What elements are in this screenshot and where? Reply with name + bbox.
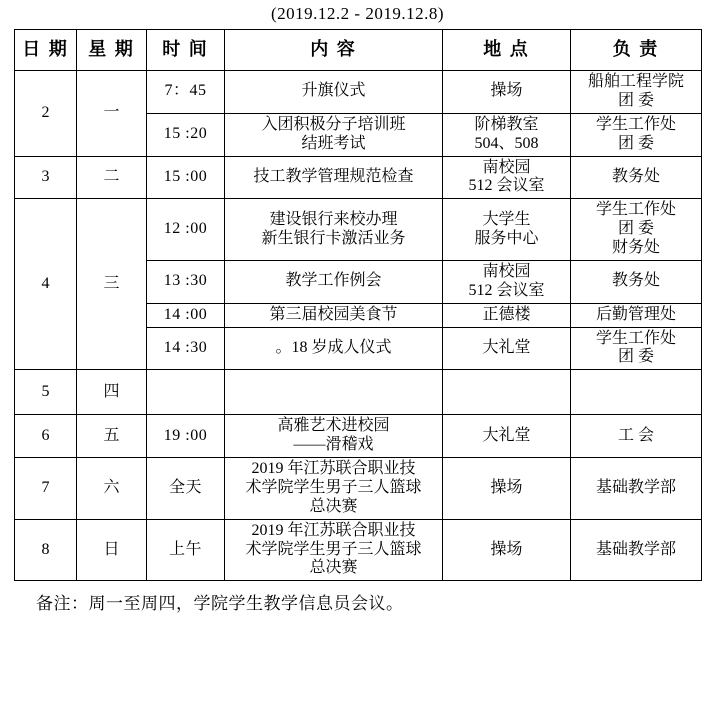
resp-line: 教务处 (611, 272, 660, 290)
cell-place (443, 156, 571, 199)
content-line: 术学院学生男子三人篮球 (245, 540, 422, 558)
content-line: 新生银行卡激活业务 (261, 229, 406, 247)
cell-date: 7 (15, 458, 77, 520)
place-line: 大学生 (482, 210, 531, 228)
content-line: 第三届校园美食节 (269, 305, 398, 323)
column-header-place: 地 点 (443, 30, 571, 71)
cell-time: 全天 (147, 458, 225, 520)
table-header (15, 30, 702, 71)
cell-responsible (571, 519, 702, 581)
cell-time: 15 :00 (147, 156, 225, 199)
column-header-responsible: 负 责 (571, 30, 702, 71)
place-line: 大礼堂 (482, 426, 531, 444)
place-line: 操场 (490, 540, 523, 558)
cell-week: 六 (77, 458, 147, 520)
cell-time: 12 :00 (147, 199, 225, 261)
table-row (15, 519, 702, 581)
cell-responsible (571, 415, 702, 458)
content-line: 升旗仪式 (301, 82, 366, 100)
cell-responsible (571, 199, 702, 261)
cell-place (443, 458, 571, 520)
cell-time: 14 :30 (147, 327, 225, 370)
table-row (15, 458, 702, 520)
column-header-date: 日 期 (15, 30, 77, 71)
cell-responsible (571, 156, 702, 199)
place-line: 512 会议室 (468, 281, 545, 299)
table-row (15, 370, 702, 415)
cell-week: 三 (77, 199, 147, 370)
cell-week: 日 (77, 519, 147, 581)
content-line: 总决赛 (309, 559, 358, 577)
cell-date: 4 (15, 199, 77, 370)
place-line: 正德楼 (482, 305, 531, 323)
cell-responsible (571, 327, 702, 370)
resp-line: 教务处 (611, 167, 660, 185)
table-body (15, 71, 702, 581)
cell-place (443, 71, 571, 114)
place-line: 南校园 (482, 262, 531, 280)
cell-content (225, 370, 443, 415)
resp-line: 后勤管理处 (595, 305, 676, 323)
place-line: 大礼堂 (482, 338, 531, 356)
resp-line: 团 委 (617, 91, 654, 109)
cell-content (225, 199, 443, 261)
cell-content (225, 303, 443, 327)
table-row (15, 199, 702, 261)
cell-responsible (571, 458, 702, 520)
cell-time (147, 370, 225, 415)
cell-date: 5 (15, 370, 77, 415)
place-line: 阶梯教室 (474, 115, 539, 133)
content-line: 技工教学管理规范检查 (253, 167, 414, 185)
resp-line: 基础教学部 (595, 540, 676, 558)
content-line: 结班考试 (301, 134, 366, 152)
content-line: 2019 年江苏联合职业技 (251, 521, 416, 539)
resp-line: 财务处 (611, 239, 660, 256)
resp-line: 团 委 (617, 134, 654, 152)
cell-content (225, 71, 443, 114)
schedule-table (14, 29, 702, 581)
cell-week: 五 (77, 415, 147, 458)
cell-time: 13 :30 (147, 260, 225, 303)
content-line: 。18 岁成人仪式 (275, 338, 392, 356)
content-line: 2019 年江苏联合职业技 (251, 460, 416, 477)
cell-date: 3 (15, 156, 77, 199)
resp-line: 工 会 (617, 426, 654, 444)
cell-date: 6 (15, 415, 77, 458)
cell-content (225, 156, 443, 199)
cell-content (225, 415, 443, 458)
column-header-week: 星 期 (77, 30, 147, 71)
cell-content (225, 327, 443, 370)
content-line: 术学院学生男子三人篮球 (245, 478, 422, 496)
cell-responsible (571, 303, 702, 327)
cell-place (443, 370, 571, 415)
column-header-content: 内 容 (225, 30, 443, 71)
page-title: (2019.12.2 - 2019.12.8) (271, 4, 444, 23)
content-line: 建设银行来校办理 (269, 210, 398, 228)
cell-place (443, 415, 571, 458)
resp-line: 团 委 (617, 348, 654, 366)
table-row (15, 71, 702, 114)
cell-time: 上午 (147, 519, 225, 581)
resp-line: 学生工作处 (595, 115, 676, 133)
column-header-time: 时 间 (147, 30, 225, 71)
footer-note: 备注：周一至周四，学院学生教学信息员会议。 (36, 594, 404, 614)
table-row (15, 415, 702, 458)
cell-date: 8 (15, 519, 77, 581)
place-line: 操场 (490, 82, 523, 100)
cell-responsible (571, 260, 702, 303)
cell-place (443, 113, 571, 156)
resp-line: 学生工作处 (595, 329, 676, 347)
cell-week: 一 (77, 71, 147, 157)
content-line: 总决赛 (309, 497, 358, 515)
resp-line: 船舶工程学院 (587, 73, 684, 90)
place-line: 504、508 (474, 134, 539, 152)
cell-week: 二 (77, 156, 147, 199)
place-line: 南校园 (482, 158, 531, 176)
cell-time: 15 :20 (147, 113, 225, 156)
cell-time: 7：45 (147, 71, 225, 114)
cell-place (443, 303, 571, 327)
cell-place (443, 260, 571, 303)
cell-time: 19 :00 (147, 415, 225, 458)
cell-place (443, 519, 571, 581)
cell-content (225, 519, 443, 581)
resp-line: 团 委 (617, 220, 654, 238)
cell-date: 2 (15, 71, 77, 157)
content-line: 教学工作例会 (285, 272, 382, 290)
cell-place (443, 199, 571, 261)
place-line: 512 会议室 (468, 177, 545, 195)
cell-responsible (571, 113, 702, 156)
place-line: 操场 (490, 478, 523, 496)
cell-content (225, 458, 443, 520)
cell-week: 四 (77, 370, 147, 415)
cell-content (225, 113, 443, 156)
content-line: 高雅艺术进校园 (277, 417, 390, 435)
cell-place (443, 327, 571, 370)
cell-responsible (571, 71, 702, 114)
place-line: 服务中心 (474, 229, 539, 247)
content-line: ——滑稽戏 (293, 436, 374, 454)
resp-line: 基础教学部 (595, 478, 676, 496)
cell-content (225, 260, 443, 303)
resp-line: 学生工作处 (595, 201, 676, 219)
content-line: 入团积极分子培训班 (261, 115, 406, 133)
table-row (15, 156, 702, 199)
cell-time: 14 :00 (147, 303, 225, 327)
table-header-row (15, 30, 702, 71)
cell-responsible (571, 370, 702, 415)
